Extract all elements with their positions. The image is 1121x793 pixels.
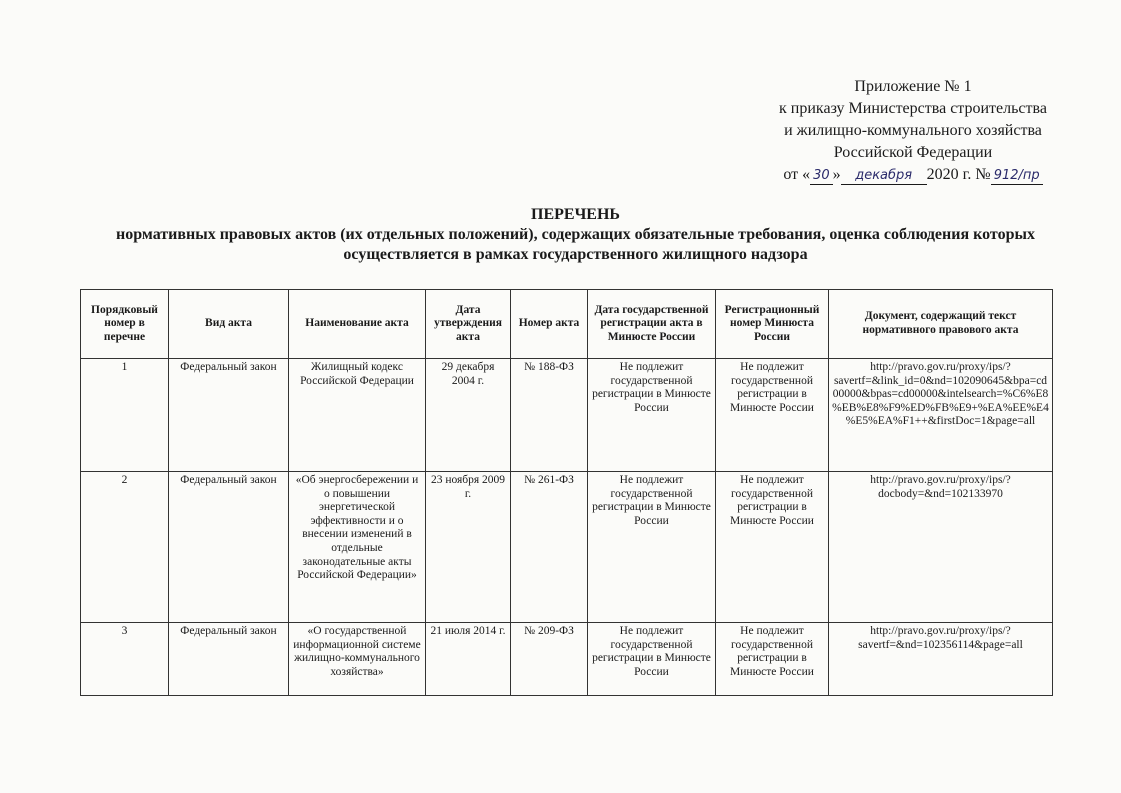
title-heading: ПЕРЕЧЕНЬ (531, 206, 620, 223)
cell-num: 3 (81, 623, 169, 696)
header-cell: Наименование акта (289, 290, 426, 359)
cell-number: № 209-ФЗ (511, 623, 588, 696)
header-cell: Порядковый номер в перечне (81, 290, 169, 359)
cell-link[interactable]: http://pravo.gov.ru/proxy/ips/?savertf=&link_id=0&nd=102090645&bpa=cd00000&bpas=cd00000&intelsearch=%C6%E8%EB%E8%F9%ED%FB%E9+%EA%EE%E4%E5%EA%F1++&firstDoc=1&page=all (829, 359, 1053, 472)
cell-date: 21 июля 2014 г. (426, 623, 511, 696)
table-row (81, 472, 1053, 623)
handwritten-month: декабря (841, 168, 927, 185)
table-row (81, 359, 1053, 472)
header-cell: Документ, содержащий текст нормативного правового акта (829, 290, 1053, 359)
cell-date: 29 декабря 2004 г. (426, 359, 511, 472)
cell-type: Федеральный закон (169, 472, 289, 623)
table-row (81, 623, 1053, 696)
cell-number: № 261-ФЗ (511, 472, 588, 623)
cell-reg-date: Не подлежит государственной регистрации в Минюсте России (588, 359, 716, 472)
cell-link[interactable]: http://pravo.gov.ru/proxy/ips/?savertf=&nd=102356114&page=all (829, 623, 1053, 696)
order-date-number (743, 164, 1083, 186)
date-prefix: от « (783, 166, 811, 183)
cell-num: 2 (81, 472, 169, 623)
cell-number: № 188-ФЗ (511, 359, 588, 472)
appendix-title: Приложение № 1 (854, 78, 972, 95)
cell-reg-num: Не подлежит государственной регистрации в Минюсте России (716, 359, 829, 472)
cell-type: Федеральный закон (169, 623, 289, 696)
cell-link[interactable]: http://pravo.gov.ru/proxy/ips/?docbody=&nd=102133970 (829, 472, 1053, 623)
cell-reg-date: Не подлежит государственной регистрации в Минюсте России (588, 623, 716, 696)
cell-name: Жилищный кодекс Российской Федерации (289, 359, 426, 472)
appendix-federation-line: Российской Федерации (833, 144, 993, 161)
header-cell: Вид акта (169, 290, 289, 359)
year-text: 2020 г. № (926, 166, 991, 183)
cell-reg-date: Не подлежит государственной регистрации в Минюсте России (588, 472, 716, 623)
appendix-ministry-line: и жилищно-коммунального хозяйства (784, 122, 1042, 139)
handwritten-order-number: 912/пр (991, 168, 1043, 185)
cell-date: 23 ноября 2009 г. (426, 472, 511, 623)
appendix-order-line: к приказу Министерства строительства (779, 100, 1047, 117)
header-cell: Номер акта (511, 290, 588, 359)
header-cell: Дата утверждения акта (426, 290, 511, 359)
handwritten-day: 30 (810, 168, 833, 185)
cell-name: «Об энергосбережении и о повышении энергетической эффективности и о внесении изменений в отдельные законодательные акты Российской Федерации» (289, 472, 426, 623)
title-subtitle: нормативных правовых актов (их отдельных положений), содержащих обязательные требования, оценка соблюдения которых осуществляется в рамках государственного жилищного надзора (116, 226, 1035, 263)
date-quote-close: » (832, 166, 841, 183)
acts-table (80, 289, 1053, 696)
cell-name: «О государственной информационной системе жилищно-коммунального хозяйства» (289, 623, 426, 696)
table-header-row (81, 290, 1053, 359)
cell-reg-num: Не подлежит государственной регистрации в Минюсте России (716, 623, 829, 696)
cell-num: 1 (81, 359, 169, 472)
cell-type: Федеральный закон (169, 359, 289, 472)
header-cell: Регистрационный номер Минюста России (716, 290, 829, 359)
appendix-header (743, 76, 1083, 186)
document-title (60, 205, 1091, 265)
header-cell: Дата государственной регистрации акта в Минюсте России (588, 290, 716, 359)
cell-reg-num: Не подлежит государственной регистрации в Минюсте России (716, 472, 829, 623)
